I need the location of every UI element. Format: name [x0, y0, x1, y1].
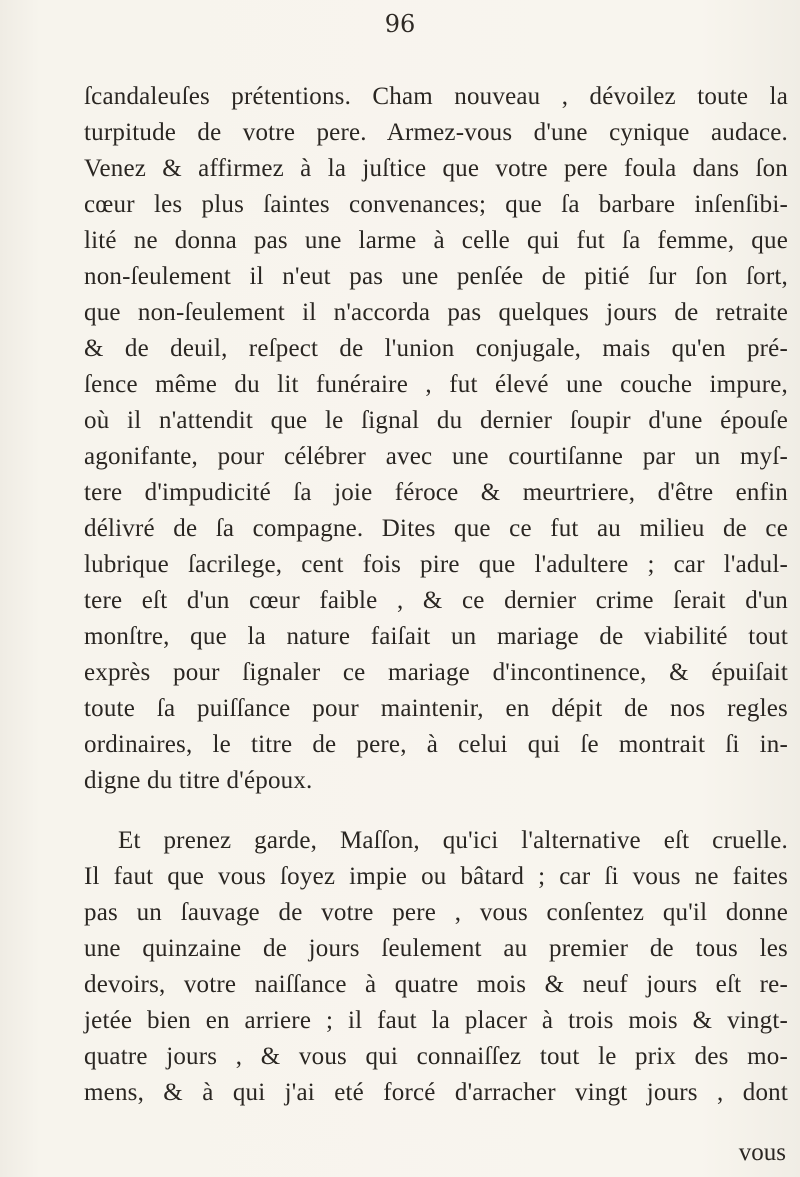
text-line: ſcandaleuſes prétentions. Cham nouveau , dévoilez toute la — [84, 83, 788, 110]
text-line: exprès pour ſignaler ce mariage d'incontinence, & épuiſait — [84, 659, 788, 686]
page-number: 96 — [384, 10, 416, 38]
text-line: digne du titre d'époux. — [84, 767, 313, 794]
text-line: turpitude de votre pere. Armez-vous d'une cynique audace. — [84, 119, 788, 146]
text-line: cœur les plus ſaintes convenances; que ſa barbare inſenſibi- — [84, 191, 788, 218]
text-line: que non-ſeulement il n'accorda pas quelques jours de retraite — [84, 299, 788, 326]
text-line: ordinaires, le titre de pere, à celui qui ſe montrait ſi in- — [84, 731, 788, 758]
text-line: quatre jours , & vous qui connaiſſez tout le prix des mo- — [84, 1043, 788, 1070]
text-line: délivré de ſa compagne. Dites que ce fut au milieu de ce — [84, 515, 788, 542]
text-line: ſence même du lit funéraire , fut élevé une couche impure, — [84, 371, 788, 398]
text-line: où il n'attendit que le ſignal du dernier ſoupir d'une épouſe — [84, 407, 788, 434]
text-line: pas un ſauvage de votre pere , vous conſentez qu'il donne — [84, 899, 788, 926]
text-line: mens, & à qui j'ai eté forcé d'arracher vingt jours , dont — [84, 1079, 788, 1106]
text-line: toute ſa puiſſance pour maintenir, en dépit de nos regles — [84, 695, 788, 722]
text-line: une quinzaine de jours ſeulement au premier de tous les — [84, 935, 788, 962]
text-line: & de deuil, reſpect de l'union conjugale, mais qu'en pré- — [84, 335, 788, 362]
text-line: lité ne donna pas une larme à celle qui fut ſa femme, que — [84, 227, 788, 254]
text-line: non-ſeulement il n'eut pas une penſée de pitié ſur ſon ſort, — [84, 263, 788, 290]
text-line: Et prenez garde, Maſſon, qu'ici l'alternative eſt cruelle. — [118, 827, 788, 854]
catchword: vous — [738, 1139, 786, 1166]
text-line: devoirs, votre naiſſance à quatre mois & neuf jours eſt re- — [84, 971, 788, 998]
text-line: Il faut que vous ſoyez impie ou bâtard ; car ſi vous ne faites — [84, 863, 788, 890]
text-line: lubrique ſacrilege, cent fois pire que l'adultere ; car l'adul- — [84, 551, 788, 578]
text-line: tere d'impudicité ſa joie féroce & meurtriere, d'être enfin — [84, 479, 788, 506]
text-line: jetée bien en arriere ; il faut la placer à trois mois & vingt- — [84, 1007, 788, 1034]
text-line: monſtre, que la nature faiſait un mariage de viabilité tout — [84, 623, 788, 650]
text-line: tere eſt d'un cœur faible , & ce dernier crime ſerait d'un — [84, 587, 788, 614]
text-line: Venez & affirmez à la juſtice que votre pere foula dans ſon — [84, 155, 788, 182]
text-line: agonifante, pour célébrer avec une courtiſanne par un myſ- — [84, 443, 788, 470]
